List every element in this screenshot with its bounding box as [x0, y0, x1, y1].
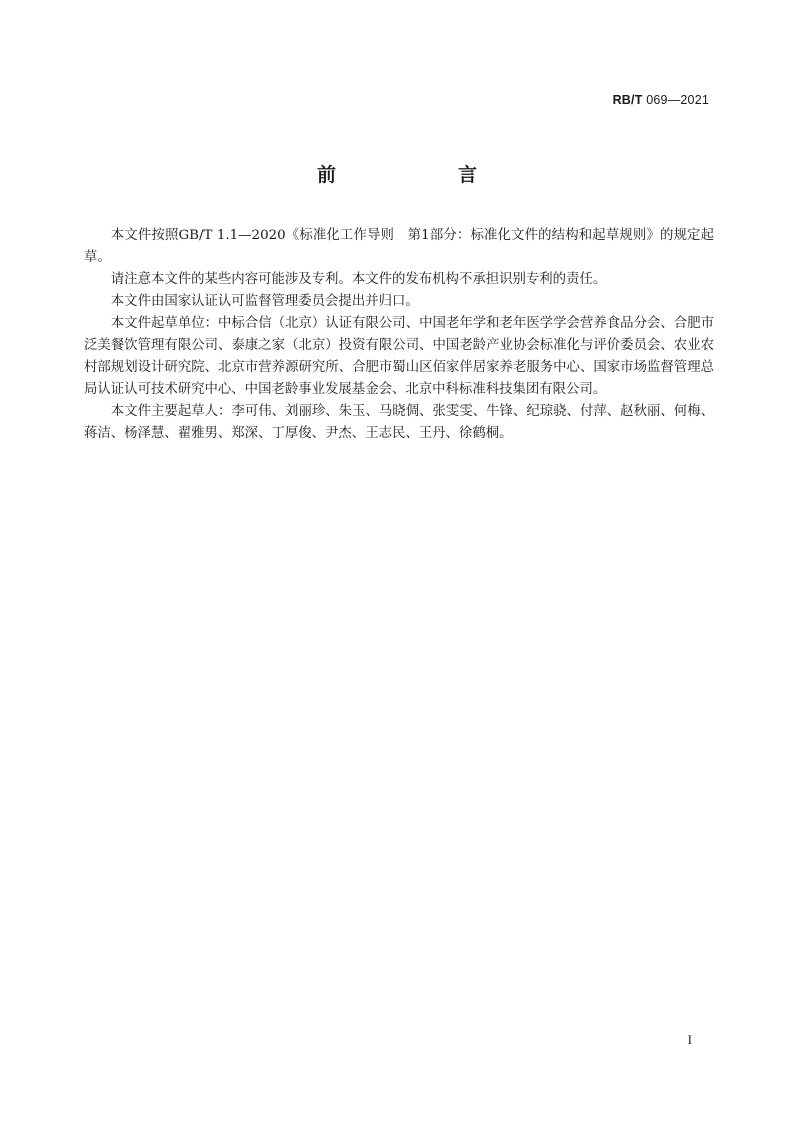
page-title: 前 言 [316, 164, 505, 186]
paragraph-drafting-units: 本文件起草单位：中标合信（北京）认证有限公司、中国老年学和老年医学学会营养食品分会、合肥市泛美餐饮管理有限公司、泰康之家（北京）投资有限公司、中国老龄产业协会标准化与评价委员会、农业农村部规划设计研究院、北京市营养源研究所、合肥市蜀山区佰家伴居家养老服务中心、国家市场监督管理总局认证认可技术研究中心、中国老龄事业发展基金会、北京中科标准科技集团有限公司。 [84, 316, 714, 397]
paragraph-proposer: 本文件由国家认证认可监督管理委员会提出并归口。 [110, 294, 419, 309]
paragraph-drafting-rule: 本文件按照GB/T 1.1—2020《标准化工作导则 第1部分：标准化文件的结构和起草规则》的规定起草。 [84, 228, 714, 265]
document-code-number: 069—2021 [646, 93, 709, 107]
paragraph-patent-notice: 请注意本文件的某些内容可能涉及专利。本文件的发布机构不承担识别专利的责任。 [110, 272, 607, 287]
page-number: I [687, 1032, 692, 1047]
document-code [613, 93, 709, 107]
document-code-prefix: RB/T [612, 93, 643, 107]
foreword-body [84, 225, 714, 445]
paragraph-main-drafters: 本文件主要起草人：李可伟、刘丽珍、朱玉、马晓倜、张雯雯、牛锋、纪琼骁、付萍、赵秋丽、何梅、蒋洁、杨泽慧、翟雅男、郑深、丁厚俊、尹杰、王志民、王丹、徐鹤桐。 [84, 404, 714, 441]
